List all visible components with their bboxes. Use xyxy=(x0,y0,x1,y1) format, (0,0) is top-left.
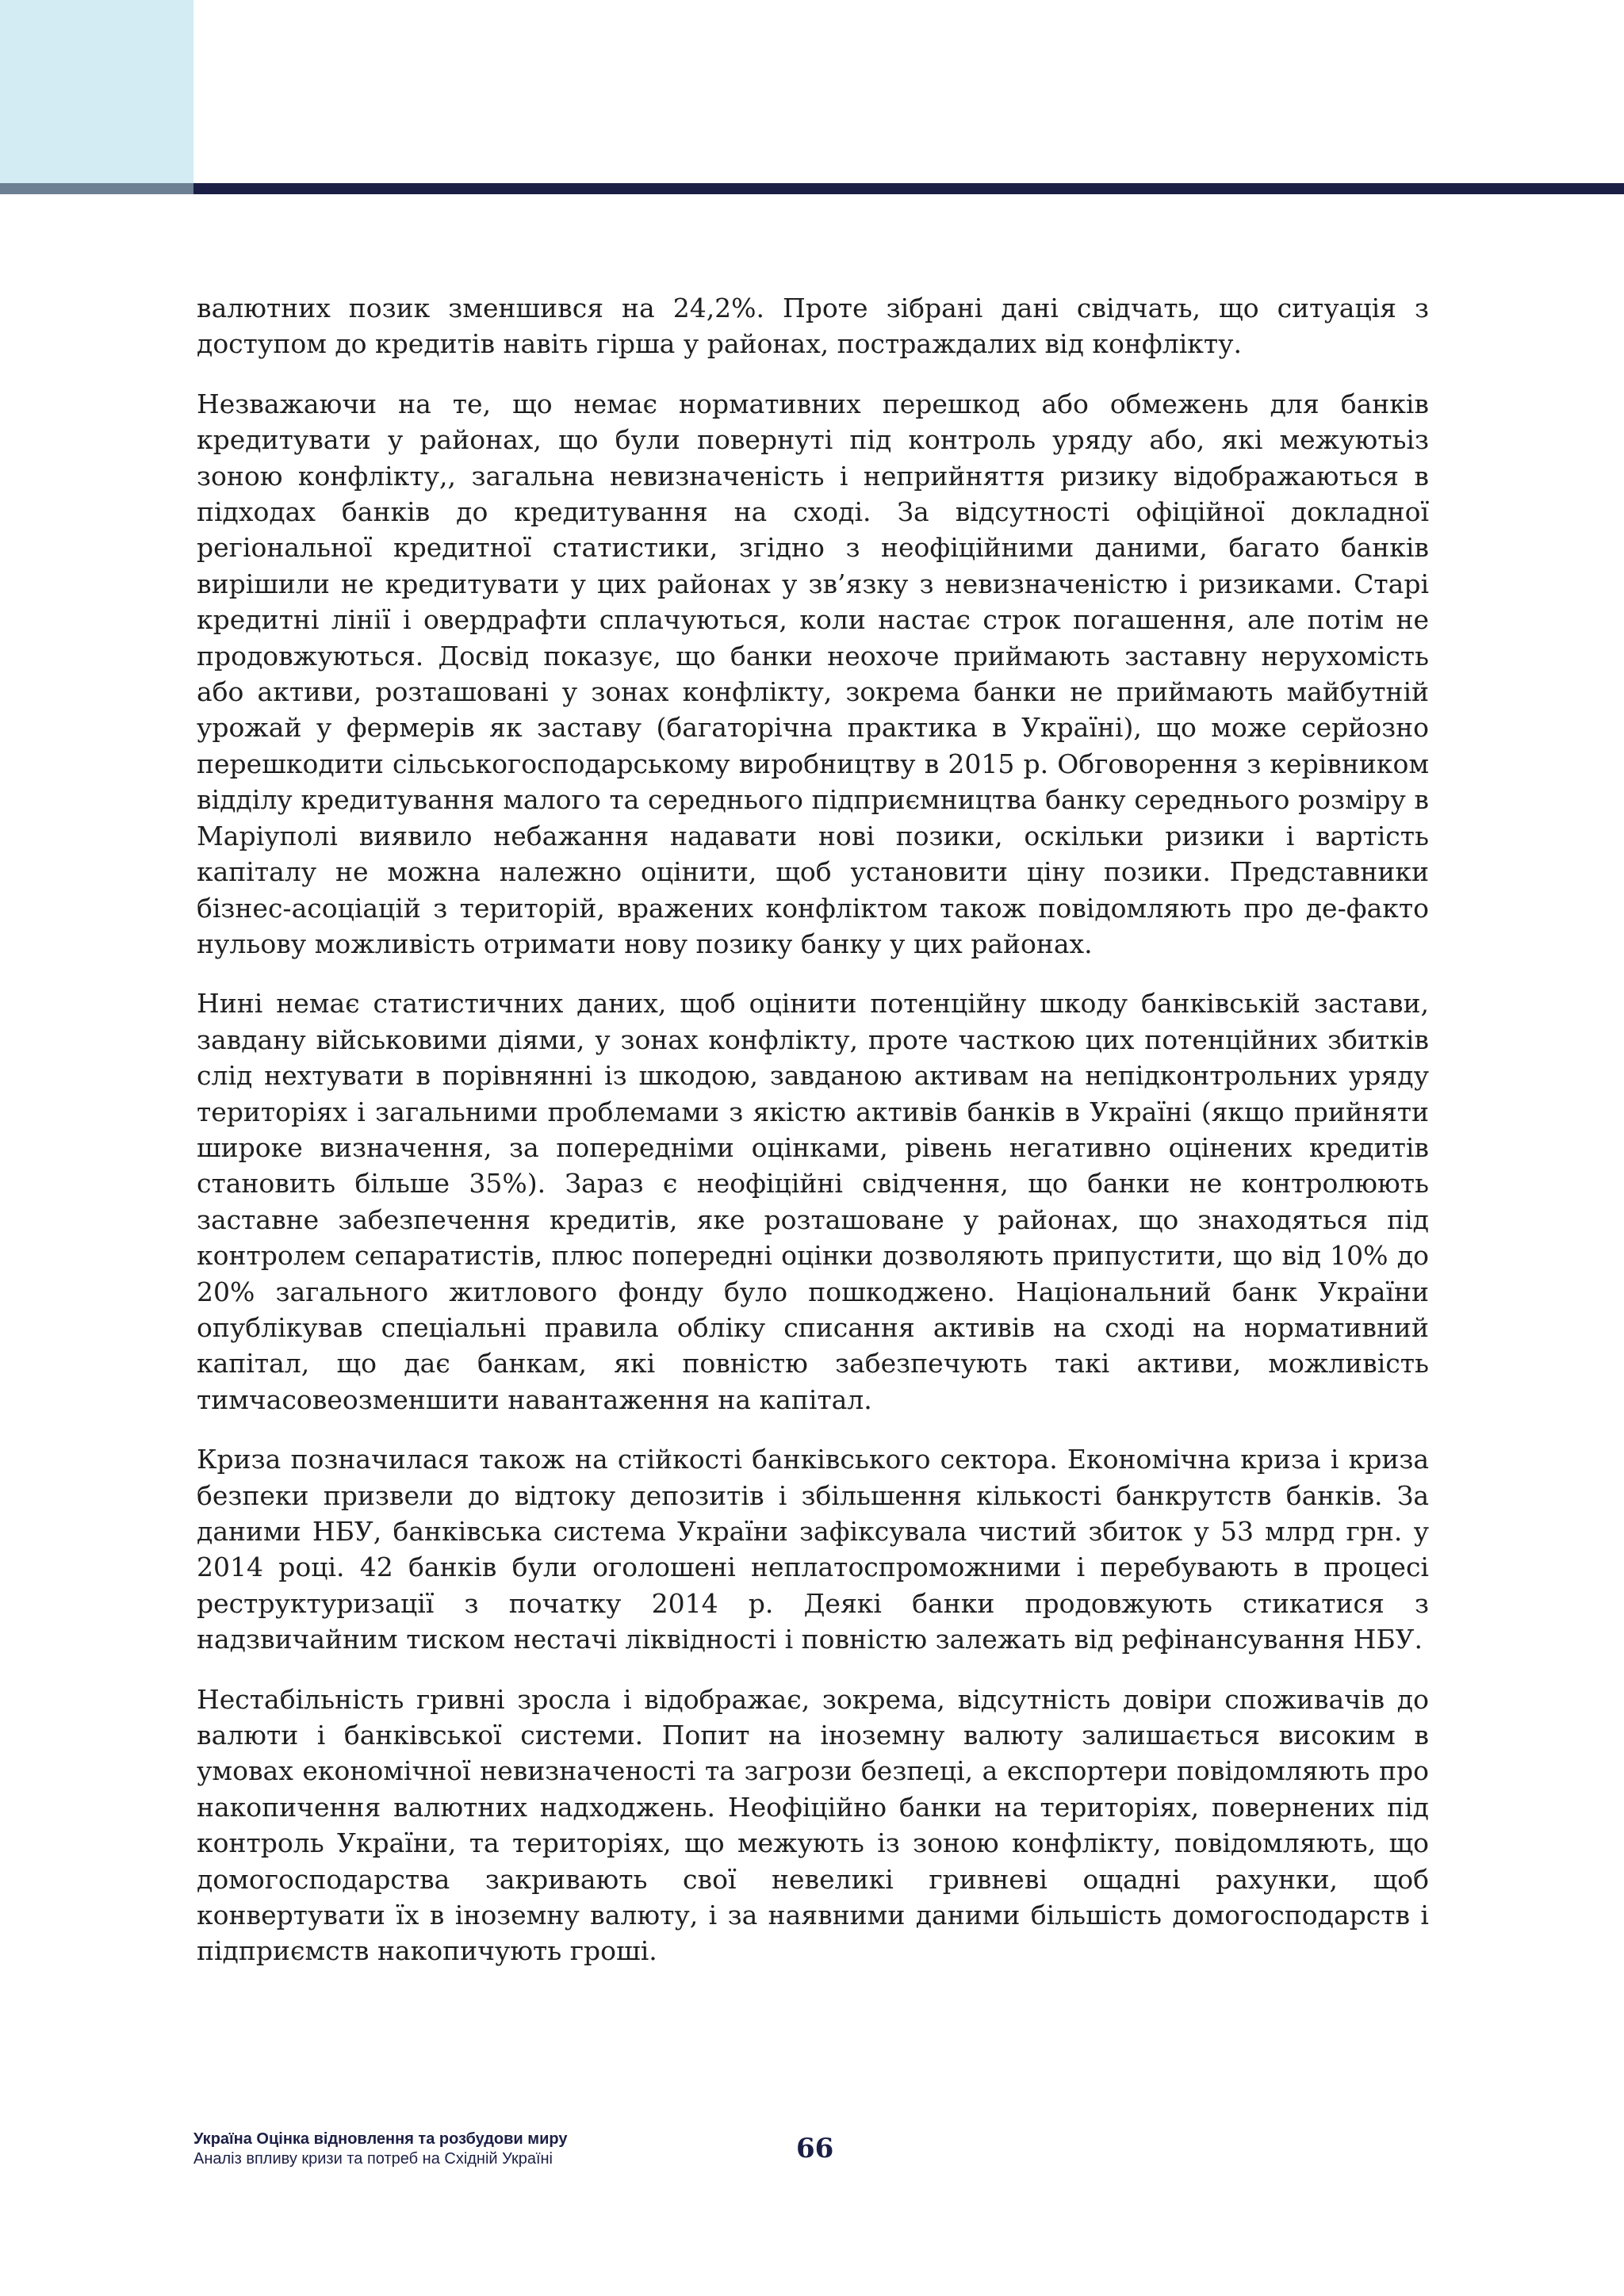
paragraph-3: Нині немає статистичних даних, щоб оцінити потенційну шкоду банківській застави, завдану військовими діями, у зонах конфлікту, проте часткою цих потенційних збитків слід нехтувати в порівнянні із шкодою, завданою активам на непідконтрольних уряду територіях і загальними проблемами з якістю активів банків в Україні (якщо прийняти широке визначення, за попередніми оцінками, рівень негативно оцінених кредитів становить більше 35%). Зараз є неофіційні свідчення, що банки не контролюють заставне забезпечення кредитів, яке розташоване у районах, що знаходяться під контролем сепаратистів, плюс попередні оцінки дозволяють припустити, що від 10% до 20% загального житлового фонду було пошкоджено. Національний банк України опублікував спеціальні правила обліку списання активів на сході на нормативний капітал, що дає банкам, які повністю забезпечують такі активи, можливість тимчасовеозменшити навантаження на капітал. xyxy=(197,988,1429,1415)
paragraph-2: Незважаючи на те, що немає нормативних перешкод або обмежень для банків кредитувати у районах, що були повернуті під контроль уряду або, які межуютьіз зоною конфлікту,, загальна невизначеність і неприйняття ризику відображаються в підходах банків до кредитування на сході. За відсутності офіційної докладної регіональної кредитної статистики, згідно з неофіційними даними, багато банків вирішили не кредитувати у цих районах у зв’язку з невизначеністю і ризиками. Старі кредитні лінії і овердрафти сплачуються, коли настає строк погашення, але потім не продовжуються. Досвід показує, що банки неохоче приймають заставну нерухомість або активи, розташовані у зонах конфлікту, зокрема банки не приймають майбутній урожай у фермерів як заставу (багаторічна практика в Україні), що може серйозно перешкодити сільськогосподарському виробництву в 2015 р. Обговорення з керівником відділу кредитування малого та середнього підприємництва банку середнього розміру в Маріуполі виявило небажання надавати нові позики, оскільки ризики і вартість капіталу не можна належно оцінити, щоб установити ціну позики. Представники бізнес-асоціацій з територій, вражених конфліктом також повідомляють про де-факто нульову можливість отримати нову позику банку у цих районах. xyxy=(197,388,1429,959)
footer-title: Україна Оцінка відновлення та розбудови миру xyxy=(193,2130,568,2148)
paragraph-1: валютних позик зменшився на 24,2%. Проте зібрані дані свідчать, що ситуація з доступом до кредитів навіть гірша у районах, постраждалих від конфлікту. xyxy=(197,293,1429,360)
header-corner-block xyxy=(0,0,193,184)
footer-subtitle: Аналіз впливу кризи та потреб на Східній Україні xyxy=(193,2150,553,2168)
header-rule-dark xyxy=(193,183,1624,194)
page-number: 66 xyxy=(796,2133,834,2164)
body-text xyxy=(197,290,1429,1993)
paragraph-4: Криза позначилася також на стійкості банківського сектора. Економічна криза і криза безпеки призвели до відтоку депозитів і збільшення кількості банкрутств банків. За даними НБУ, банківська система України зафіксувала чистий збиток у 53 млрд грн. у 2014 році. 42 банків були оголошені неплатоспроможними і перебувають в процесі реструктуризації з початку 2014 р. Деякі банки продовжують стикатися з надзвичайним тиском нестачі ліквідності і повністю залежать від рефінансування НБУ. xyxy=(197,1444,1429,1655)
paragraph-5: Нестабільність гривні зросла і відображає, зокрема, відсутність довіри споживачів до валюти і банківської системи. Попит на іноземну валюту залишається високим в умовах економічної невизначеності та загрози безпеці, а експортери повідомляють про накопичення валютних надходжень. Неофіційно банки на територіях, повернених під контроль України, та територіях, що межують із зоною конфлікту, повідомляють, що домогосподарства закривають свої невеликі гривневі ощадні рахунки, щоб конвертувати їх в іноземну валюту, і за наявними даними більшість домогосподарств і підприємств накопичують гроші. xyxy=(197,1683,1429,1967)
header-rule-light xyxy=(0,183,193,194)
